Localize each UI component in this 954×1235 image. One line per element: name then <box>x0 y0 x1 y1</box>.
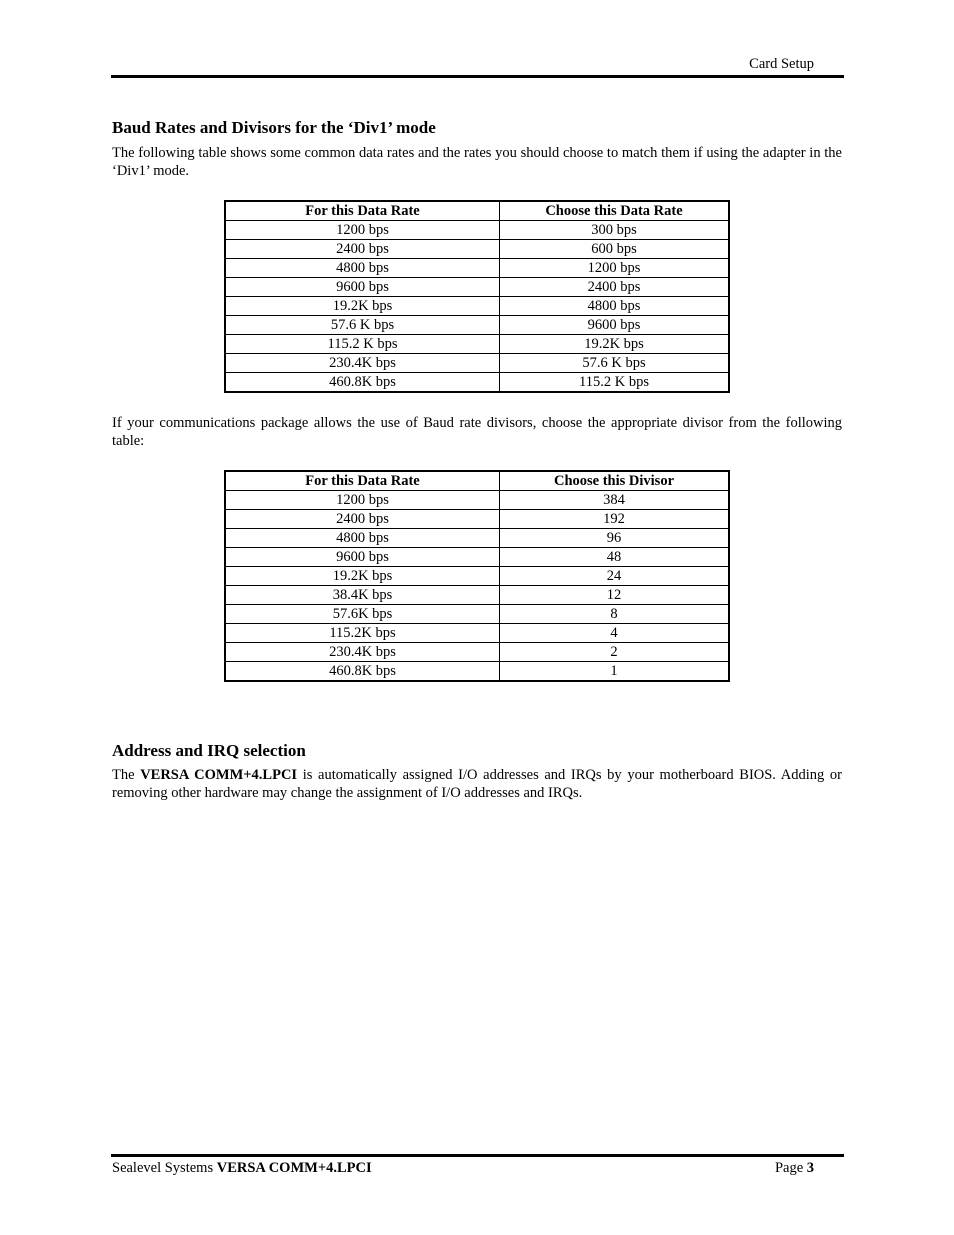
address-irq-text <box>112 766 842 802</box>
footer-company-name: Sealevel Systems <box>112 1160 217 1176</box>
footer-page-label: Page <box>774 1160 807 1176</box>
table-cell: 19.2K bps <box>225 567 500 586</box>
table-cell: 2 <box>500 643 730 662</box>
table-cell: 1200 bps <box>225 491 500 510</box>
table-cell: 460.8K bps <box>225 373 500 393</box>
table-row <box>225 662 729 682</box>
table-cell: 57.6 K bps <box>500 354 730 373</box>
table-cell: 115.2K bps <box>225 624 500 643</box>
divisor-table <box>224 470 730 682</box>
table-row <box>225 491 729 510</box>
table-row <box>225 529 729 548</box>
table-cell: 2400 bps <box>500 278 730 297</box>
table-cell: 1200 bps <box>500 259 730 278</box>
product-name: VERSA COMM+4.LPCI <box>140 767 298 783</box>
table-row <box>225 297 729 316</box>
table-cell: 9600 bps <box>225 548 500 567</box>
table-cell: 19.2K bps <box>500 335 730 354</box>
header-section-title: Card Setup <box>749 56 814 72</box>
table-cell: 57.6 K bps <box>225 316 500 335</box>
table-cell: 2400 bps <box>225 240 500 259</box>
table-header-row <box>225 201 729 221</box>
table-cell: 4800 bps <box>225 529 500 548</box>
section-title-baud-rates: Baud Rates and Divisors for the ‘Div1’ mode <box>112 118 436 137</box>
footer-company <box>112 1160 372 1177</box>
table-cell: 1200 bps <box>225 221 500 240</box>
table-cell: 12 <box>500 586 730 605</box>
table-cell: 1 <box>500 662 730 682</box>
section-title-address-irq: Address and IRQ selection <box>112 741 306 760</box>
table-row <box>225 259 729 278</box>
table-cell: 4 <box>500 624 730 643</box>
table-row <box>225 373 729 393</box>
footer-rule <box>111 1154 844 1157</box>
table-cell: 8 <box>500 605 730 624</box>
table-header-row <box>225 471 729 491</box>
column-header: For this Data Rate <box>225 201 500 221</box>
table-cell: 230.4K bps <box>225 354 500 373</box>
table-row <box>225 643 729 662</box>
table-cell: 24 <box>500 567 730 586</box>
table-cell: 96 <box>500 529 730 548</box>
table-row <box>225 278 729 297</box>
footer-page <box>775 1160 814 1177</box>
table-cell: 600 bps <box>500 240 730 259</box>
baud-rates-intro: The following table shows some common data rates and the rates you should choose to match them if using the adapter in the ‘Div1’ mode. <box>112 145 842 179</box>
table-cell: 57.6K bps <box>225 605 500 624</box>
table-cell: 384 <box>500 491 730 510</box>
table-cell: 300 bps <box>500 221 730 240</box>
table-row <box>225 510 729 529</box>
table-row <box>225 567 729 586</box>
table-cell: 48 <box>500 548 730 567</box>
table-row <box>225 316 729 335</box>
data-rate-table <box>224 200 730 393</box>
table-row <box>225 221 729 240</box>
footer-product-name: VERSA COMM+4.LPCI <box>216 1160 372 1176</box>
table-cell: 2400 bps <box>225 510 500 529</box>
table-row <box>225 354 729 373</box>
table-cell: 9600 bps <box>225 278 500 297</box>
table-row <box>225 335 729 354</box>
table-cell: 19.2K bps <box>225 297 500 316</box>
table-cell: 115.2 K bps <box>225 335 500 354</box>
table-row <box>225 240 729 259</box>
column-header: Choose this Data Rate <box>500 201 730 221</box>
table-cell: 230.4K bps <box>225 643 500 662</box>
table-row <box>225 586 729 605</box>
footer-page-number: 3 <box>806 1160 814 1176</box>
table-cell: 9600 bps <box>500 316 730 335</box>
table-cell: 115.2 K bps <box>500 373 730 393</box>
table-row <box>225 605 729 624</box>
address-irq-text-start: The <box>112 767 141 783</box>
table-cell: 460.8K bps <box>225 662 500 682</box>
column-header: For this Data Rate <box>225 471 500 491</box>
table-row <box>225 548 729 567</box>
table-cell: 38.4K bps <box>225 586 500 605</box>
divisor-intro: If your communications package allows the use of Baud rate divisors, choose the appropriate divisor from the following table: <box>112 415 842 449</box>
table-row <box>225 624 729 643</box>
column-header: Choose this Divisor <box>500 471 730 491</box>
table-cell: 192 <box>500 510 730 529</box>
table-cell: 4800 bps <box>500 297 730 316</box>
table-cell: 4800 bps <box>225 259 500 278</box>
address-irq-text-end: is automatically assigned I/O addresses and IRQs by your motherboard BIOS. Adding or removing other hardware may change the assignment of I/O addresses and IRQs. <box>112 767 842 801</box>
header-rule <box>111 75 844 78</box>
